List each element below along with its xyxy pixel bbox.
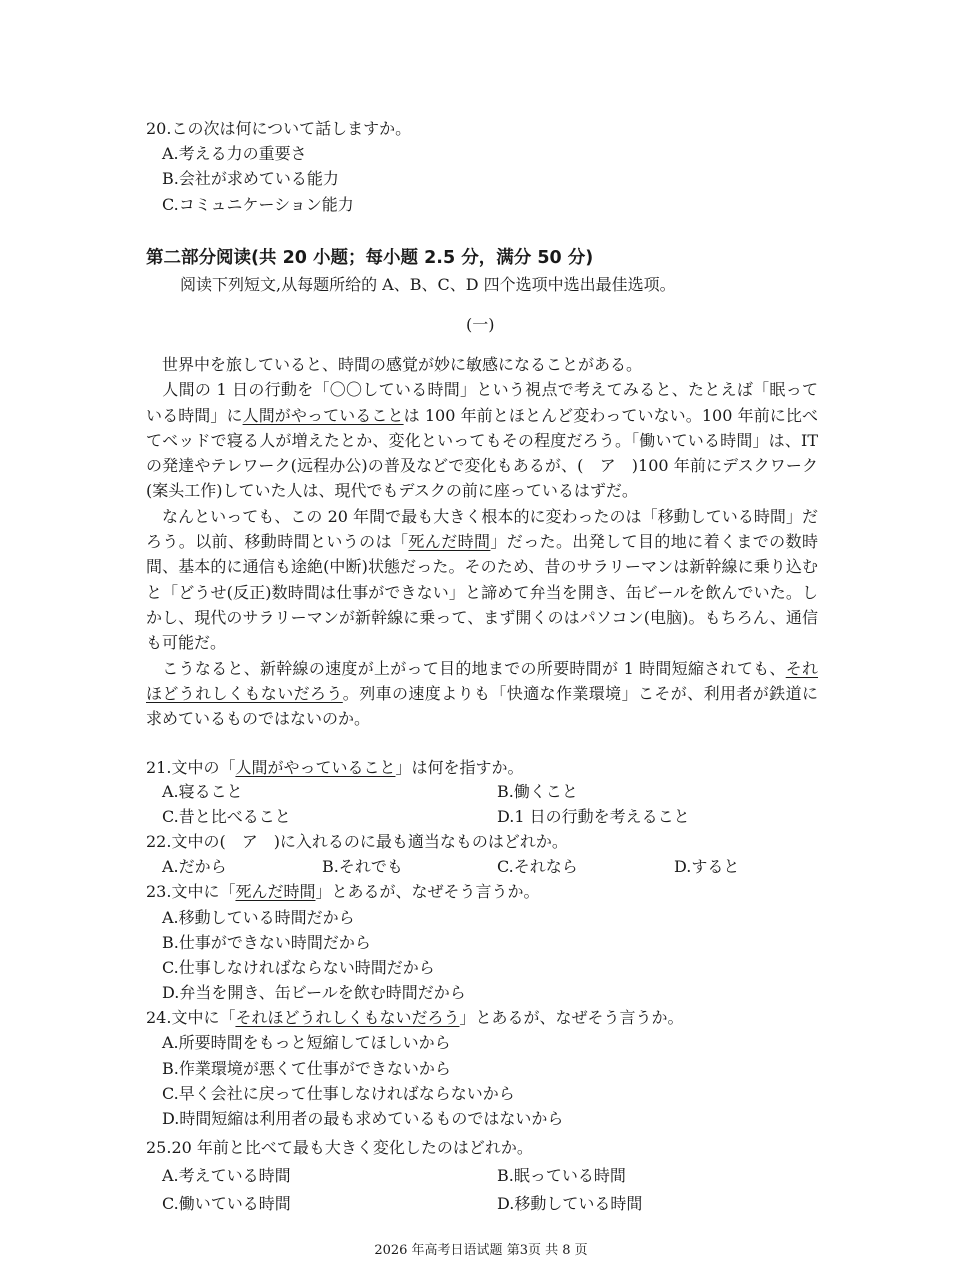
passage-paragraph-4 [146,656,818,732]
passage-paragraph-3 [146,504,818,656]
question-23-option-c: C.仕事しなければならない時間だから [162,958,435,977]
paragraph-4-text-a: こうなると、新幹線の速度が上がって目的地までの所要時間が 1 時間短縮されても、 [162,658,786,678]
question-25-stem: 25.20 年前と比べて最も大きく変化したのはどれか。 [146,1138,533,1157]
q24-stem-b: 」とあるが、なぜそう言うか。 [459,1008,684,1027]
question-25-option-a: A.考えている時間 [162,1166,291,1185]
q21-stem-b: 」は何を指すか。 [395,758,524,777]
paragraph-3-text-a: なんといっても、この 20 年間で最も大きく根本的に変わったのは「移動している時間」だろう。以前、移動時間というのは「 [146,506,818,552]
question-24-option-c: C.早く会社に戻って仕事しなければならないから [162,1084,515,1103]
question-23-stem [146,880,539,904]
passage-paragraph-1 [146,352,818,377]
question-21-option-a: A.寝ること [162,782,243,801]
question-20-option-b: B.会社が求めている能力 [162,169,339,188]
paragraph-2-text-a: 人間の 1 日の行動を「〇〇している時間」という視点で考えてみると、たとえば「眠っている時間」に [146,380,818,425]
q23-underlined: 死んだ時間 [235,882,316,901]
question-24-option-b: B.作業環境が悪くて仕事ができないから [162,1059,451,1078]
q23-stem-b: 」とあるが、なぜそう言うか。 [315,882,540,901]
q21-stem-a: 21.文中の「 [146,758,236,777]
question-22-option-c: C.それなら [497,857,578,876]
question-21-option-d: D.1 日の行動を考えること [497,807,690,826]
question-22-stem: 22.文中の( ア )に入れるのに最も適当なものはどれか。 [146,832,568,851]
section-title: 第二部分阅读(共 20 小题；每小题 2.5 分，满分 50 分) [146,248,594,268]
reading-passage [146,352,818,731]
question-23-option-a: A.移動している時間だから [162,908,355,927]
paragraph-4-text-b: 。列車の速度よりも「快適な作業環境」こそが、利用者が鉄道に求めているものではないのか。 [146,683,818,729]
question-25-option-c: C.働いている時間 [162,1194,291,1213]
underlined-phrase-3: それほどうれしくもないだろう [146,658,818,703]
underlined-phrase-1: 人間がやっていること [242,405,404,425]
paragraph-3-text-b: 」だった。出発して目的地に着くまでの数時間、基本的に通信も途絶(中断)状態だった。そのため、昔のサラリーマンは新幹線に乗り込むと「どうせ(反正)数時間は仕事ができない」と諦めて弁当を開き、缶ビールを飲んでいた。しかし、現代のサラリーマンが新幹線に乗って、まず開くのはパソコン(电脑)。もちろん、通信も可能だ。 [146,532,818,653]
question-23-option-d: D.弁当を開き、缶ビールを飲む時間だから [162,983,466,1002]
underlined-phrase-2: 死んだ時間 [408,532,491,552]
question-22-option-a: A.だから [162,857,227,876]
question-24-option-a: A.所要時間をもっと短縮してほしいから [162,1033,451,1052]
question-22-option-b: B.それでも [322,857,403,876]
question-21-option-b: B.働くこと [497,782,578,801]
q21-underlined: 人間がやっていること [235,758,396,777]
question-21-stem [146,756,523,780]
question-20-option-c: C.コミュニケーション能力 [162,195,354,214]
question-21-option-c: C.昔と比べること [162,807,291,826]
q23-stem-a: 23.文中に「 [146,882,236,901]
q24-underlined: それほどうれしくもないだろう [235,1008,460,1027]
paragraph-1-text: 世界中を旅していると、時間の感覚が妙に敏感になることがある。 [162,355,643,374]
question-20-option-a: A.考える力の重要さ [162,144,307,163]
question-22-option-d: D.すると [674,857,740,876]
page-footer: 2026 年高考日语试题 第3页 共 8 页 [374,1243,588,1258]
passage-paragraph-2 [146,377,818,503]
q24-stem-a: 24.文中に「 [146,1008,236,1027]
question-25-option-b: B.眠っている時間 [497,1166,626,1185]
question-24-option-d: D.時間短縮は利用者の最も求めているものではないから [162,1109,564,1128]
paragraph-2-text-b: は 100 年前とほとんど変わっていない。100 年前に比べてベッドで寝る人が増えたとか、変化といってもその程度だろう。「働いている時間」は、IT の発達やテレワーク(远程办公)の普及などで変化もあるが、( ア )100 年前にデスクワーク(案头工作)していた人は、現代でもデスクの前に座っているはずだ。 [146,405,818,501]
section-instruction: 阅读下列短文,从每题所给的 A、B、C、D 四个选项中选出最佳选项。 [180,275,676,294]
question-20-stem: 20.この次は何について話しますか。 [146,119,412,138]
question-25-option-d: D.移動している時間 [497,1194,643,1213]
question-23-option-b: B.仕事ができない時間だから [162,933,371,952]
question-24-stem [146,1006,683,1030]
passage-number: (一) [466,315,495,334]
